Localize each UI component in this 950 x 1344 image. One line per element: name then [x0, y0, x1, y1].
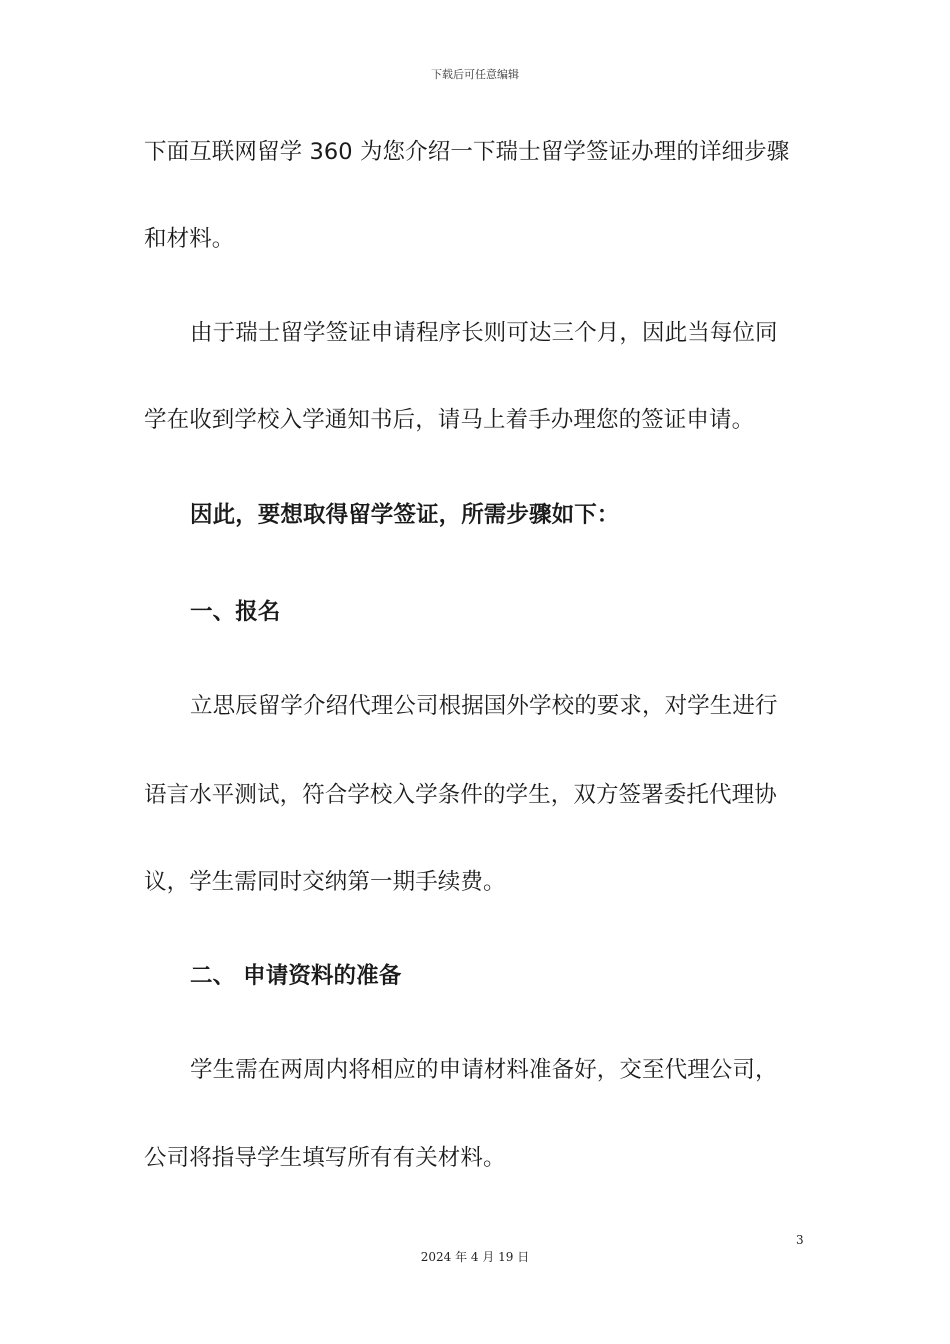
paragraph-5-line-2: 公司将指导学生填写所有有关材料。 — [144, 1145, 506, 1171]
paragraph-4-line-3: 议，学生需同时交纳第一期手续费。 — [144, 869, 506, 895]
section-heading-1: 一、报名 — [190, 599, 281, 625]
paragraph-4-line-2: 语言水平测试，符合学校入学条件的学生，双方签署委托代理协 — [144, 782, 777, 808]
paragraph-2-line-1: 由于瑞士留学签证申请程序长则可达三个月，因此当每位同 — [190, 320, 778, 346]
header-note: 下载后可任意编辑 — [431, 68, 519, 81]
paragraph-5-line-1: 学生需在两周内将相应的申请材料准备好，交至代理公司， — [190, 1057, 778, 1083]
paragraph-2-line-2: 学在收到学校入学通知书后，请马上着手办理您的签证申请。 — [144, 407, 755, 433]
footer-date: 2024 年 4 月 19 日 — [420, 1250, 530, 1264]
paragraph-1-line-1: 下面互联网留学 360 为您介绍一下瑞士留学签证办理的详细步骤 — [144, 139, 790, 165]
section-heading-2: 二、 申请资料的准备 — [190, 963, 402, 989]
paragraph-1-line-2: 和材料。 — [144, 226, 235, 252]
steps-intro: 因此，要想取得留学签证，所需步骤如下： — [190, 502, 620, 528]
page-number: 3 — [796, 1233, 804, 1247]
paragraph-4-line-1: 立思辰留学介绍代理公司根据国外学校的要求，对学生进行 — [190, 693, 778, 719]
